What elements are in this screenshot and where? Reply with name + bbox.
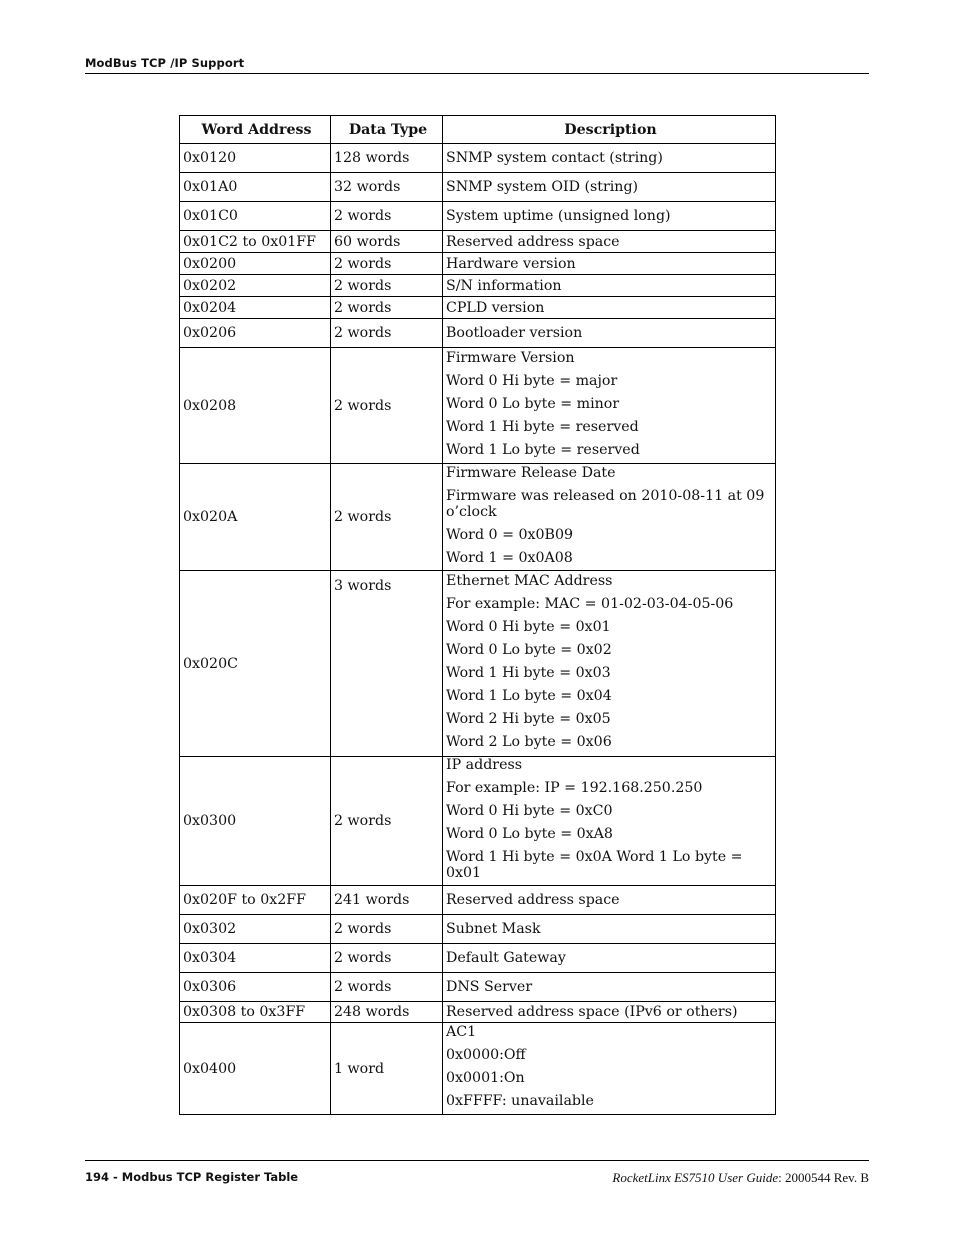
cell-data-type: 248 words <box>331 1002 443 1023</box>
cell-data-type: 1 word <box>331 1023 443 1115</box>
table-row <box>180 319 776 348</box>
register-table <box>179 115 776 1115</box>
cell-data-type: 2 words <box>331 915 443 944</box>
cell-word-address: 0x01A0 <box>180 173 331 202</box>
cell-description <box>443 1023 776 1115</box>
cell-word-address: 0x020C <box>180 571 331 757</box>
description-line: AC1 <box>446 1024 477 1040</box>
column-header-word-address: Word Address <box>180 116 331 144</box>
footer-doc-info <box>612 1170 869 1186</box>
description-line: Word 0 Hi byte = major <box>446 372 618 389</box>
description-line: Ethernet MAC Address <box>446 573 613 589</box>
description-line: For example: MAC = 01-02-03-04-05-06 <box>446 596 734 612</box>
description-line: Word 1 Hi byte = 0x0A Word 1 Lo byte = 0x01 <box>446 849 743 881</box>
column-header-data-type: Data Type <box>331 116 443 144</box>
cell-description: CPLD version <box>443 297 776 319</box>
table-row <box>180 348 776 464</box>
table-row <box>180 144 776 173</box>
cell-data-type: 2 words <box>331 275 443 297</box>
cell-word-address: 0x0120 <box>180 144 331 173</box>
cell-data-type: 128 words <box>331 144 443 173</box>
cell-description: DNS Server <box>443 973 776 1002</box>
table-row <box>180 173 776 202</box>
table-row <box>180 1002 776 1023</box>
cell-word-address: 0x01C0 <box>180 202 331 231</box>
cell-data-type: 2 words <box>331 253 443 275</box>
cell-description: Reserved address space <box>443 231 776 253</box>
cell-word-address: 0x020F to 0x2FF <box>180 886 331 915</box>
description-line: Word 1 Hi byte = reserved <box>446 418 639 435</box>
description-line: Firmware Version <box>446 349 575 366</box>
description-line: 0x0000:Off <box>446 1047 526 1063</box>
running-header: ModBus TCP /IP Support <box>85 56 245 70</box>
table-row <box>180 464 776 571</box>
description-line: Word 0 Lo byte = minor <box>446 395 620 412</box>
description-line: Word 1 Lo byte = 0x04 <box>446 688 612 704</box>
description-line: Word 0 Lo byte = 0xA8 <box>446 826 613 842</box>
footer-rule <box>85 1160 869 1161</box>
description-line: Firmware Release Date <box>446 464 616 481</box>
cell-description: Bootloader version <box>443 319 776 348</box>
cell-word-address: 0x0300 <box>180 757 331 886</box>
description-line: Word 2 Hi byte = 0x05 <box>446 711 611 727</box>
cell-description <box>443 348 776 464</box>
cell-description: Subnet Mask <box>443 915 776 944</box>
cell-data-type: 60 words <box>331 231 443 253</box>
table-row <box>180 275 776 297</box>
cell-data-type: 241 words <box>331 886 443 915</box>
table-row <box>180 886 776 915</box>
description-line: 0x0001:On <box>446 1070 525 1086</box>
table-row <box>180 915 776 944</box>
footer-doc-ref: : 2000544 Rev. B <box>778 1170 869 1185</box>
cell-word-address: 0x0200 <box>180 253 331 275</box>
cell-word-address: 0x01C2 to 0x01FF <box>180 231 331 253</box>
cell-description <box>443 571 776 757</box>
description-line: Word 1 = 0x0A08 <box>446 549 573 566</box>
table-row <box>180 944 776 973</box>
description-line: Word 2 Lo byte = 0x06 <box>446 734 612 750</box>
cell-word-address: 0x0304 <box>180 944 331 973</box>
cell-word-address: 0x0208 <box>180 348 331 464</box>
cell-data-type: 2 words <box>331 297 443 319</box>
cell-description: S/N information <box>443 275 776 297</box>
description-line: IP address <box>446 757 523 773</box>
description-line: For example: IP = 192.168.250.250 <box>446 780 703 796</box>
table-row <box>180 1023 776 1115</box>
table-row <box>180 253 776 275</box>
description-line: Word 0 Lo byte = 0x02 <box>446 642 612 658</box>
description-line: Word 0 = 0x0B09 <box>446 526 574 543</box>
cell-description: SNMP system contact (string) <box>443 144 776 173</box>
cell-description: SNMP system OID (string) <box>443 173 776 202</box>
cell-word-address: 0x0302 <box>180 915 331 944</box>
table-row <box>180 202 776 231</box>
cell-data-type: 2 words <box>331 944 443 973</box>
description-line: Word 1 Hi byte = 0x03 <box>446 665 611 681</box>
table-row <box>180 231 776 253</box>
cell-word-address: 0x0206 <box>180 319 331 348</box>
cell-data-type: 2 words <box>331 202 443 231</box>
cell-description: System uptime (unsigned long) <box>443 202 776 231</box>
table-row <box>180 571 776 757</box>
cell-word-address: 0x0202 <box>180 275 331 297</box>
table-row <box>180 973 776 1002</box>
cell-description <box>443 757 776 886</box>
cell-description: Default Gateway <box>443 944 776 973</box>
cell-data-type: 2 words <box>331 757 443 886</box>
description-line: Word 0 Hi byte = 0x01 <box>446 619 611 635</box>
description-line: 0xFFFF: unavailable <box>446 1093 594 1109</box>
description-line: Word 0 Hi byte = 0xC0 <box>446 803 613 819</box>
description-line: Word 1 Lo byte = reserved <box>446 441 640 458</box>
cell-word-address: 0x0308 to 0x3FF <box>180 1002 331 1023</box>
table-header-row <box>180 116 776 144</box>
header-rule <box>85 73 869 74</box>
cell-data-type: 32 words <box>331 173 443 202</box>
cell-data-type: 3 words <box>331 571 443 757</box>
cell-data-type: 2 words <box>331 319 443 348</box>
footer-product: RocketLinx ES7510 User Guide <box>612 1170 779 1185</box>
table-body <box>180 144 776 1115</box>
cell-word-address: 0x0204 <box>180 297 331 319</box>
footer-page-label: 194 - Modbus TCP Register Table <box>85 1170 299 1184</box>
table-row <box>180 757 776 886</box>
cell-word-address: 0x0306 <box>180 973 331 1002</box>
cell-data-type: 2 words <box>331 973 443 1002</box>
cell-description: Reserved address space (IPv6 or others) <box>443 1002 776 1023</box>
cell-description: Reserved address space <box>443 886 776 915</box>
description-line: Firmware was released on 2010-08-11 at 09 o’clock <box>446 487 765 520</box>
cell-description: Hardware version <box>443 253 776 275</box>
cell-data-type: 2 words <box>331 464 443 571</box>
column-header-description: Description <box>443 116 776 144</box>
cell-data-type: 2 words <box>331 348 443 464</box>
cell-word-address: 0x0400 <box>180 1023 331 1115</box>
cell-description <box>443 464 776 571</box>
table-row <box>180 297 776 319</box>
cell-word-address: 0x020A <box>180 464 331 571</box>
